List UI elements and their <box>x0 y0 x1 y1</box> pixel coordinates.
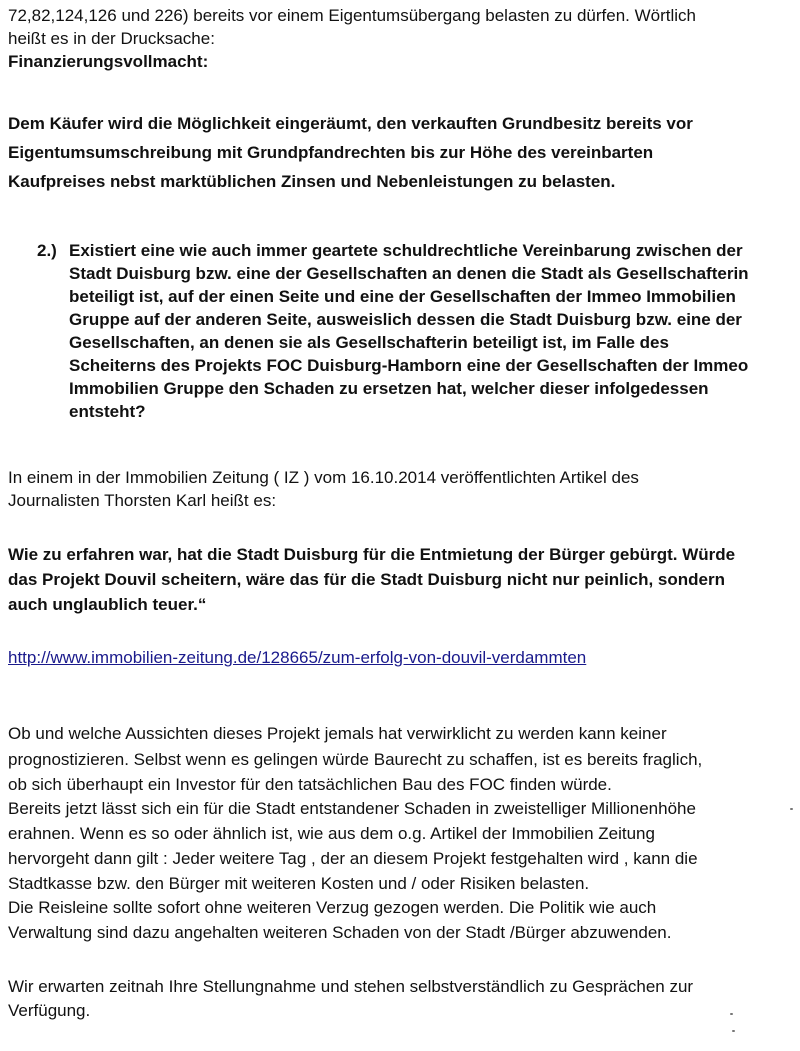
intro-line-2: heißt es in der Drucksache: <box>8 29 215 48</box>
article-link[interactable]: http://www.immobilien-zeitung.de/128665/zum-erfolg-von-douvil-verdammten <box>8 648 587 667</box>
article-quote-line: das Projekt Douvil scheitern, wäre das für die Stadt Duisburg nicht nur peinlich, sondern <box>8 570 725 589</box>
question-line: Existiert eine wie auch immer geartete schuldrechtliche Vereinbarung zwischen der <box>69 241 743 260</box>
closing-line: Ob und welche Aussichten dieses Projekt jemals hat verwirklicht zu werden kann keiner <box>8 724 667 743</box>
section-heading: Finanzierungsvollmacht: <box>8 52 209 71</box>
closing-line: Stadtkasse bzw. den Bürger mit weiteren Kosten und / oder Risiken belasten. <box>8 874 590 893</box>
question-line: Gesellschaften, an denen sie als Gesellschafterin beteiligt ist, im Falle des <box>69 333 669 352</box>
quote-line: Eigentumsumschreibung mit Grundpfandrechten bis zur Höhe des vereinbarten <box>8 143 654 162</box>
article-intro-line: In einem in der Immobilien Zeitung ( IZ ) vom 16.10.2014 veröffentlichten Artikel des <box>8 468 639 487</box>
closing-line: Verfügung. <box>8 1001 91 1020</box>
closing-line: ob sich überhaupt ein Investor für den tatsächlichen Bau des FOC finden würde. <box>8 775 612 794</box>
question-line: Stadt Duisburg bzw. eine der Gesellschaften an denen die Stadt als Gesellschafterin <box>69 264 749 283</box>
scan-speck <box>730 1013 733 1015</box>
question-line: Immobilien Gruppe den Schaden zu ersetzen hat, welcher dieser infolgedessen <box>69 379 709 398</box>
question-line: beteiligt ist, auf der einen Seite und eine der Gesellschaften der Immeo Immobilien <box>69 287 736 306</box>
closing-line: erahnen. Wenn es so oder ähnlich ist, wie aus dem o.g. Artikel der Immobilien Zeitung <box>8 824 655 843</box>
question-line: entsteht? <box>69 402 146 421</box>
question-number: 2.) <box>37 241 57 260</box>
scan-speck <box>790 808 793 810</box>
closing-line: Wir erwarten zeitnah Ihre Stellungnahme und stehen selbstverständlich zu Gesprächen zur <box>8 977 694 996</box>
quote-line: Kaufpreises nebst marktüblichen Zinsen und Nebenleistungen zu belasten. <box>8 172 616 191</box>
closing-line: hervorgeht dann gilt : Jeder weitere Tag , der an diesem Projekt festgehalten wird , kann die <box>8 849 698 868</box>
article-quote-line: auch unglaublich teuer.“ <box>8 595 207 614</box>
question-line: Gruppe auf der anderen Seite, ausweislich dessen die Stadt Duisburg bzw. eine der <box>69 310 742 329</box>
closing-line: prognostizieren. Selbst wenn es gelingen würde Baurecht zu schaffen, ist es bereits fraglich, <box>8 750 703 769</box>
quote-line: Dem Käufer wird die Möglichkeit eingeräumt, den verkauften Grundbesitz bereits vor <box>8 114 693 133</box>
intro-line-1: 72,82,124,126 und 226) bereits vor einem Eigentumsübergang belasten zu dürfen. Wörtlich <box>8 6 696 25</box>
closing-line: Die Reisleine sollte sofort ohne weiteren Verzug gezogen werden. Die Politik wie auch <box>8 898 657 917</box>
closing-line: Bereits jetzt lässt sich ein für die Stadt entstandener Schaden in zweistelliger Millionenhöhe <box>8 799 696 818</box>
question-line: Scheiterns des Projekts FOC Duisburg-Hamborn eine der Gesellschaften der Immeo <box>69 356 749 375</box>
article-intro-line: Journalisten Thorsten Karl heißt es: <box>8 491 277 510</box>
closing-line: Verwaltung sind dazu angehalten weiteren Schaden von der Stadt /Bürger abzuwenden. <box>8 923 672 942</box>
scan-speck <box>732 1030 735 1032</box>
article-quote-line: Wie zu erfahren war, hat die Stadt Duisburg für die Entmietung der Bürger gebürgt. Würde <box>8 545 736 564</box>
